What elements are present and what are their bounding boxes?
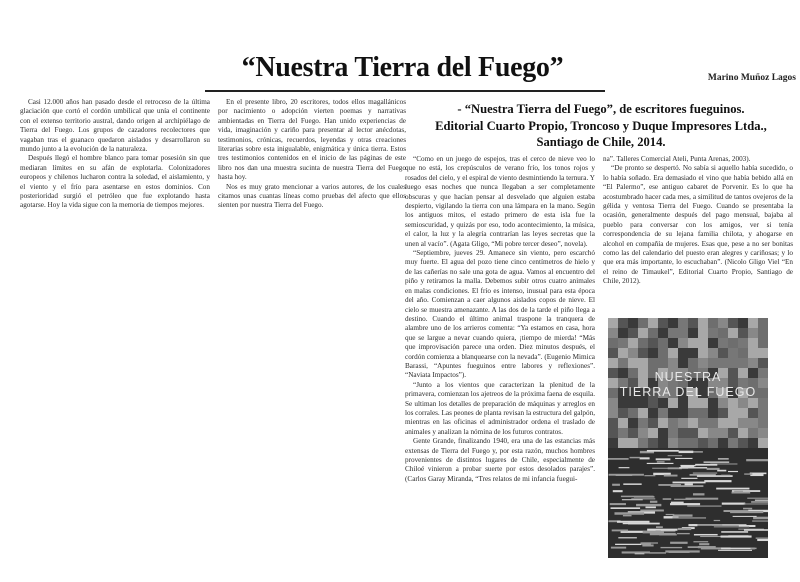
column-4 [603,155,793,315]
cover-title-line-2: TIERRA DEL FUEGO [619,385,757,399]
cover-title-line-1: NUESTRA [654,370,722,384]
col1-paragraph: Después llegó el hombre blanco para tomar posesión sin que mediaran límites en su afán de explotarla. Colonizadores europeos y chilenos lucharon contra la soledad, el aislamiento, y el viento y el frío para asentarse en estos dominios. Con posterioridad surgió el petróleo que fue explotando hasta agotarse. Hoy la vida sigue con la memoria de tiempos mejores. [20,154,210,210]
book-cover-image [608,318,768,558]
col2-paragraph: En el presente libro, 20 escritores, todos ellos magallánicos por nacimiento o adopción vierten poemas y narrativas ambientadas en Tierra del Fuego. Han unido experiencias de vida, imaginación y cariño para presentar al lector anécdotas, testimonios, crónicas, recuerdos, leyendas y otras creaciones literarias sobre esta inigualable, enigmática y única tierra. Estos tres testimonios contenidos en el inicio de las páginas de este libro nos dan una muestra sucinta de nuestra Tierra del Fuego hasta hoy. [218,98,406,182]
col1-paragraph: Casi 12.000 años han pasado desde el retroceso de la última glaciación que cortó el cordón umbilical que unía el continente con el extenso territorio austral, dando origen al archipiélago de Tierra del Fuego. Los grupos de cazadores recolectores que vagaban tras el guanaco quedaron aislados y desarrollaron su mundo junto a la evolución de la naturaleza. [20,98,210,154]
cover-texture [608,318,768,558]
headline-line-2: Editorial Cuarto Propio, Troncoso y Duque Impresores Ltda., [435,118,767,133]
article-title: “Nuestra Tierra del Fuego” [241,52,564,83]
headline-line-3: Santiago de Chile, 2014. [536,135,666,149]
col4-paragraph: na”. Talleres Comercial Ateli, Punta Arenas, 2003). [603,155,751,163]
cover-title [608,370,768,400]
book-headline [405,101,797,151]
author-byline: Marino Muñoz Lagos [707,73,796,83]
col4-paragraph: “De pronto se despertó. No sabía si aquello había sucedido, o lo había soñado. Era demasiado el vino que había bebido allá en “El Palermo”, ese antiguo cabaret de Porvenir. Es lo que ha acostumbrado hacer cada mes, a similitud de tantos ovejeros de la gélida y ventosa Tierra del Fuego. Cuando se presentaba la ocasión, generalmente después del pago mensual, bajaba al pueblo para conversar con los amigos, ver si tenía correspondencia de su lejana familia chilota, y ahogarse en alcohol en compañía de mujeres. Esas que, pese a no ser bonitas como las del calendario del puesto eran alegres y cariñosas; y lo que era más importante, lo escuchaban”. (Nicolo Gligo Viel “En el reino de Timaukel”, Editorial Cuarto Propio, Santiago de Chile, 2012). [603,164,793,286]
column-3 [405,155,595,575]
col2-paragraph: Nos es muy grato mencionar a varios autores, de los cuales citamos unas cuantas líneas como pruebas del afecto que ellos sienten por nuestra Tierra del Fuego. [218,182,406,210]
col3-paragraph: “Como en un juego de espejos, tras el cerco de nieve veo lo que no está, los crepúsculos de verano frío, los tonos rojos y rosados del cielo, y el espiral de viento desmintiendo la ternura. Y luego esas noches que nunca llegaban a ser completamente obscuras y que hacían pensar al desvelado que alguien estaba despierto, vigilando la tierra con una lámpara en la mano. Según los antiguos mitos, el estado primero de esta isla fue la semioscuridad, y quizás por eso, todo acontecimiento, la música, el calor, la luz y la alegría contrarían las leyes secretas que la unen al vacío”. (Agata Gligo, “Mi pobre tercer deseo”, novela). [405,155,595,248]
column-1 [20,98,210,238]
col3-paragraph: “Junto a los vientos que caracterizan la plenitud de la primavera, comienzan los ajetreos de la próxima faena de esquila. Se ultiman los detalles de preparación de máquinas y arreglos en los corrales. Las peones de planta revisan la estructura del galpón, mientras en las oficinas el administrador ordena el traslado de animales y analizan la nómina de los futuros contratos. [405,380,595,436]
headline-line-1: - “Nuestra Tierra del Fuego”, de escritores fueguinos. [457,102,745,116]
col3-paragraph: Gente Grande, finalizando 1940, era una de las estancias más extensas de Tierra del Fuego y, por esta razón, muchos hombres provenientes de distintos lugares de Chile, especialmente de Chiloé vinieron a probar suerte por estos desolados parajes”. (Carlos Garay Miranda, “Tres relatos de mi infancia fuegui- [405,437,595,483]
title-rule [205,90,605,92]
col3-paragraph: “Septiembre, jueves 29. Amanece sin viento, pero escarchó muy fuerte. El agua del pozo tiene cinco centímetros de hielo y de las cañerías no sale una gota de agua. Vamos al encuentro del piño y retiramos la malla. Debemos subir otros cuatro animales en malas condiciones. El frío es intenso, inusual para esta época del año. Comienzan a caer algunos aislados copos de nieve. El cielo se muestra amenazante. A las dos de la tarde el piño llega a destino. Cuando el último animal traspone la tranquera de alambre uno de los arrieros comenta: “Ya estamos en casa, hora que se largue a nevar cuando quiera, ¡tiempo de mierda! “Más que improvisación parece una orden. Diez minutos después, el cordón comienza a blanquearse con la nevada”. (Eugenio Mimica Barassi, “Apuntes fueguinos entre labores y reflexiones”. “Naviata Impactos”). [405,249,595,380]
column-2 [218,98,406,238]
